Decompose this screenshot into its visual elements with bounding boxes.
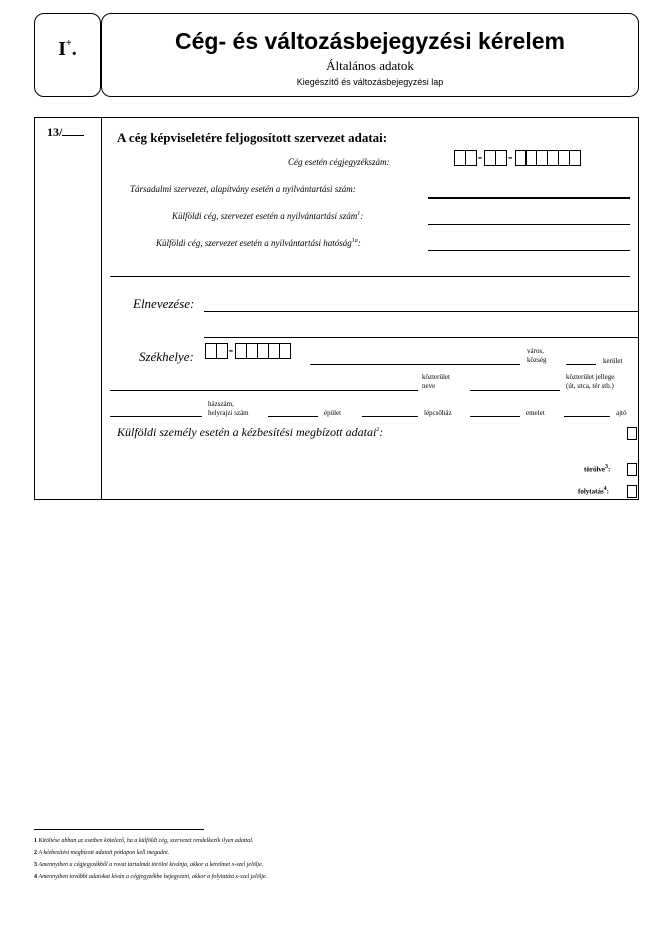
door-field[interactable]	[564, 416, 610, 417]
house-field[interactable]	[110, 416, 202, 417]
building-label: épület	[324, 409, 342, 417]
street-field[interactable]	[110, 390, 418, 391]
form-frame	[34, 117, 639, 500]
stairs-field[interactable]	[362, 416, 418, 417]
district-field[interactable]	[566, 364, 596, 365]
building-field[interactable]	[268, 416, 318, 417]
page-subsubtitle: Kiegészítő és változásbejegyzési lap	[296, 77, 444, 87]
foreign-reg-field[interactable]	[428, 224, 630, 225]
deleted-checkbox[interactable]	[627, 463, 637, 476]
district-label: kerület	[603, 357, 623, 365]
social-org-label: Társadalmi szervezet, alapítvány esetén a nyilvántartási szám:	[130, 184, 356, 194]
street-type-field[interactable]	[470, 390, 560, 391]
section-number: I+.	[58, 38, 77, 60]
street-type-label: közterület jellege (út, utca, tér stb.)	[566, 373, 615, 390]
name-label: Elnevezése:	[133, 296, 195, 311]
floor-label: emelet	[526, 409, 545, 417]
footnote-4: 4 Amennyiben további adatokat kíván a cégjegyzékbe bejegyezni, akkor a folytatást x-szel jelölje.	[34, 874, 268, 880]
form-number: 13/	[47, 125, 84, 140]
agent-label: Külföldi személy esetén a kézbesítési megbízott adatai$^2$:	[117, 425, 384, 439]
separator-line	[110, 276, 630, 277]
page-title: Cég- és változásbejegyzési kérelem	[175, 28, 565, 54]
footnote-separator	[34, 829, 204, 830]
door-label: ajtó	[616, 409, 627, 417]
page-subtitle: Általános adatok	[326, 58, 414, 73]
footnote-1: 1 Kitöltése abban az esetben kötelező, ha a külföldi cég, szervezet rendelkezik ilyen adattal.	[34, 838, 254, 844]
stairs-label: lépcsőház	[424, 409, 452, 417]
city-label: város, község	[527, 347, 547, 364]
deleted-label: törölve$^3$:	[584, 464, 611, 474]
continued-label: folytatás$^4$:	[578, 486, 610, 496]
floor-field[interactable]	[470, 416, 520, 417]
name-field-2[interactable]	[204, 337, 638, 338]
house-label: házszám, helyrajzi szám	[208, 400, 249, 417]
footnote-3: 3 Amennyiben a cégjegyzékből a rovat tartalmát törölni kívánja, akkor a kérelmet x-szel jelölje.	[34, 862, 264, 868]
foreign-reg-label: Külföldi cég, szervezet esetén a nyilvántartási szám$^1$:	[172, 211, 364, 221]
social-org-field[interactable]	[428, 197, 630, 199]
postal-code-boxes[interactable]: -	[205, 342, 289, 360]
name-field-1[interactable]	[204, 311, 638, 312]
left-column-divider	[101, 117, 102, 500]
seat-label: Székhelye:	[139, 349, 194, 364]
footnote-2: 2 A kézbesítési megbízott adatait pótlapon kell megadni.	[34, 850, 170, 856]
form-heading: A cég képviseletére feljogosított szervezet adatai:	[117, 130, 388, 145]
foreign-auth-label: Külföldi cég, szervezet esetén a nyilvántartási hatóság$^{1a}$:	[156, 238, 361, 248]
foreign-auth-field[interactable]	[428, 250, 630, 251]
agent-checkbox[interactable]	[627, 427, 637, 440]
reg-number-boxes[interactable]: - -	[454, 149, 579, 167]
continued-checkbox[interactable]	[627, 485, 637, 498]
street-name-label: közterület neve	[422, 373, 450, 390]
reg-number-label: Cég esetén cégjegyzékszám:	[288, 157, 390, 167]
city-field[interactable]	[310, 364, 520, 365]
